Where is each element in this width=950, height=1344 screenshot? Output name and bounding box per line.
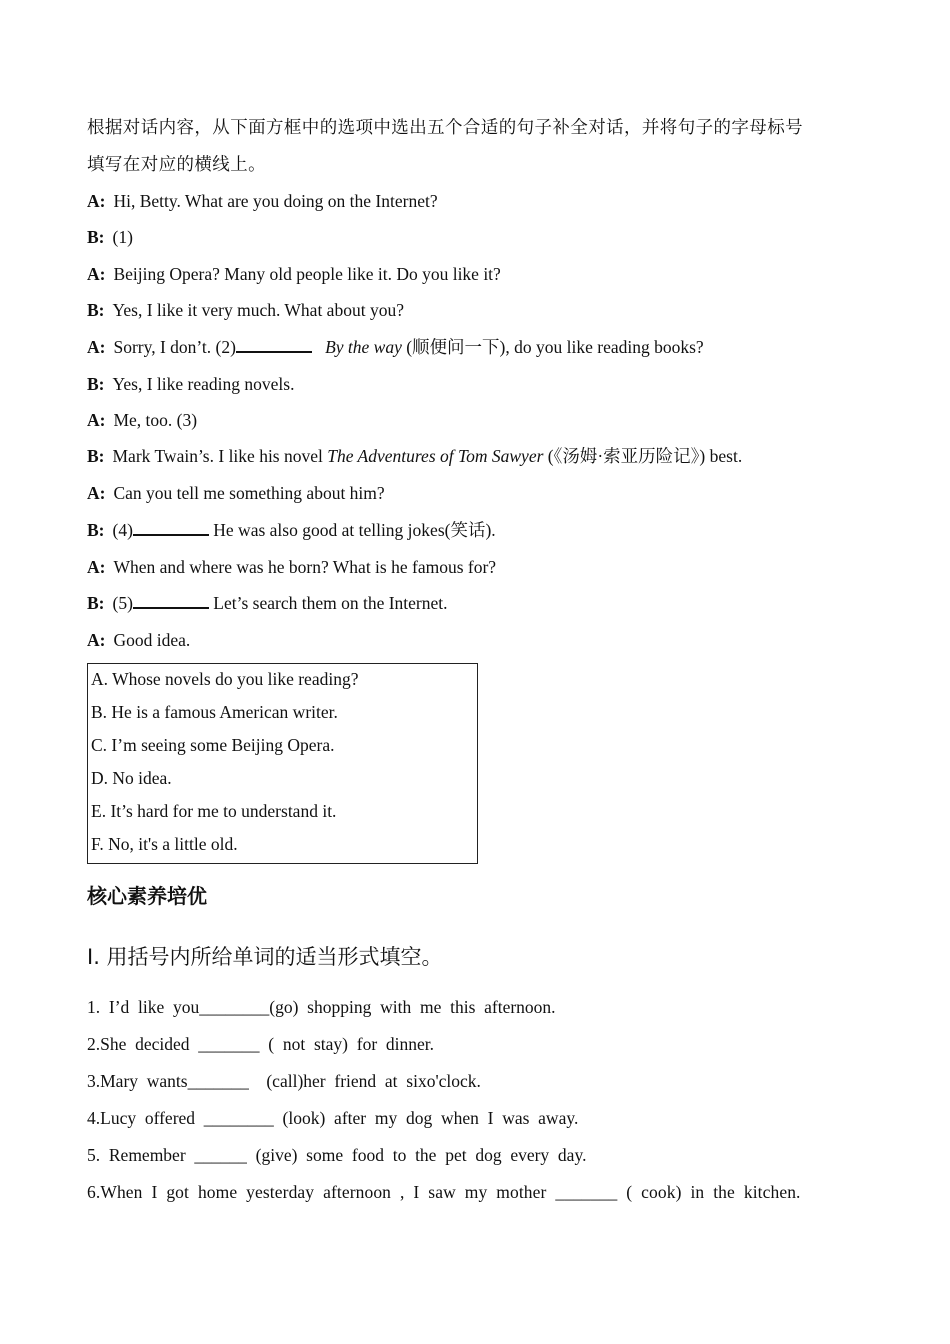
dialogue-line bbox=[87, 409, 197, 431]
dialogue-text: Me, too. (3) bbox=[113, 410, 198, 430]
dialogue-text: (顺便问一下), do you like reading books? bbox=[401, 337, 704, 357]
dialogue-text: When and where was he born? What is he famous for? bbox=[113, 557, 497, 577]
option-a: A. Whose novels do you like reading? bbox=[91, 669, 359, 689]
dialogue-line bbox=[87, 556, 496, 578]
answer-blank bbox=[133, 593, 209, 609]
speaker-label: A: bbox=[87, 337, 106, 357]
dialogue-text: He was also good at telling jokes(笑话). bbox=[208, 520, 496, 540]
instruction-line-2: 填写在对应的横线上。 bbox=[87, 154, 266, 174]
option-e: E. It’s hard for me to understand it. bbox=[91, 801, 337, 821]
dialogue-text: Beijing Opera? Many old people like it. Do you like it? bbox=[113, 264, 501, 284]
dialogue-line bbox=[87, 226, 133, 248]
option-f: F. No, it's a little old. bbox=[91, 834, 238, 854]
speaker-label: B: bbox=[87, 374, 105, 394]
question-item: 4.Lucy offered ________ (look) after my dog when I was away. bbox=[87, 1108, 579, 1128]
question-item: 5. Remember ______ (give) some food to the pet dog every day. bbox=[87, 1145, 587, 1165]
dialogue-line bbox=[87, 482, 385, 504]
dialogue-text: Mark Twain’s. I like his novel bbox=[112, 446, 328, 466]
dialogue-text: (4) bbox=[112, 520, 133, 540]
speaker-label: B: bbox=[87, 300, 105, 320]
dialogue-text: Yes, I like reading novels. bbox=[112, 374, 295, 394]
dialogue-text: (《汤姆·索亚历险记》) best. bbox=[543, 446, 743, 466]
option-b: B. He is a famous American writer. bbox=[91, 702, 338, 722]
dialogue-text: (1) bbox=[112, 227, 133, 247]
option-c: C. I’m seeing some Beijing Opera. bbox=[91, 735, 335, 755]
dialogue-line bbox=[87, 629, 190, 651]
answer-blank bbox=[133, 520, 209, 536]
question-item: 2.She decided _______ ( not stay) for dinner. bbox=[87, 1034, 435, 1054]
dialogue-text: Let’s search them on the Internet. bbox=[208, 593, 448, 613]
options-box bbox=[87, 663, 478, 864]
question-item: 6.When I got home yesterday afternoon , I saw my mother _______ ( cook) in the kitchen. bbox=[87, 1182, 801, 1202]
option-d: D. No idea. bbox=[91, 768, 172, 788]
question-item: 1. I’d like you________(go) shopping with me this afternoon. bbox=[87, 997, 556, 1017]
speaker-label: A: bbox=[87, 630, 106, 650]
speaker-label: A: bbox=[87, 264, 106, 284]
dialogue-line bbox=[87, 263, 501, 285]
dialogue-text: (5) bbox=[112, 593, 133, 613]
dialogue-text: Yes, I like it very much. What about you? bbox=[112, 300, 404, 320]
dialogue-text: Can you tell me something about him? bbox=[113, 483, 385, 503]
speaker-label: B: bbox=[87, 446, 105, 466]
speaker-label: A: bbox=[87, 483, 106, 503]
dialogue-italic: By the way bbox=[325, 337, 402, 357]
dialogue-text: Sorry, I don’t. (2) bbox=[113, 337, 236, 357]
question-item: 3.Mary wants_______ (call)her friend at sixo'clock. bbox=[87, 1071, 481, 1091]
instruction-line-1: 根据对话内容，从下面方框中的选项中选出五个合适的句子补全对话，并将句子的字母标号 bbox=[87, 117, 803, 137]
speaker-label: A: bbox=[87, 557, 106, 577]
dialogue-line bbox=[87, 592, 448, 614]
exercise-title: I. 用括号内所给单词的适当形式填空。 bbox=[87, 945, 443, 969]
dialogue-text: Good idea. bbox=[113, 630, 191, 650]
dialogue-line bbox=[87, 519, 496, 541]
dialogue-line bbox=[87, 299, 404, 321]
speaker-label: B: bbox=[87, 227, 105, 247]
answer-blank bbox=[236, 337, 312, 353]
dialogue-line bbox=[87, 445, 742, 467]
speaker-label: A: bbox=[87, 191, 106, 211]
speaker-label: B: bbox=[87, 520, 105, 540]
dialogue-line bbox=[87, 336, 704, 358]
dialogue-italic: The Adventures of Tom Sawyer bbox=[327, 446, 544, 466]
speaker-label: A: bbox=[87, 410, 106, 430]
dialogue-line bbox=[87, 190, 438, 212]
dialogue-line bbox=[87, 373, 294, 395]
section-heading: 核心素养培优 bbox=[87, 884, 207, 908]
dialogue-text: Hi, Betty. What are you doing on the Internet? bbox=[113, 191, 438, 211]
speaker-label: B: bbox=[87, 593, 105, 613]
